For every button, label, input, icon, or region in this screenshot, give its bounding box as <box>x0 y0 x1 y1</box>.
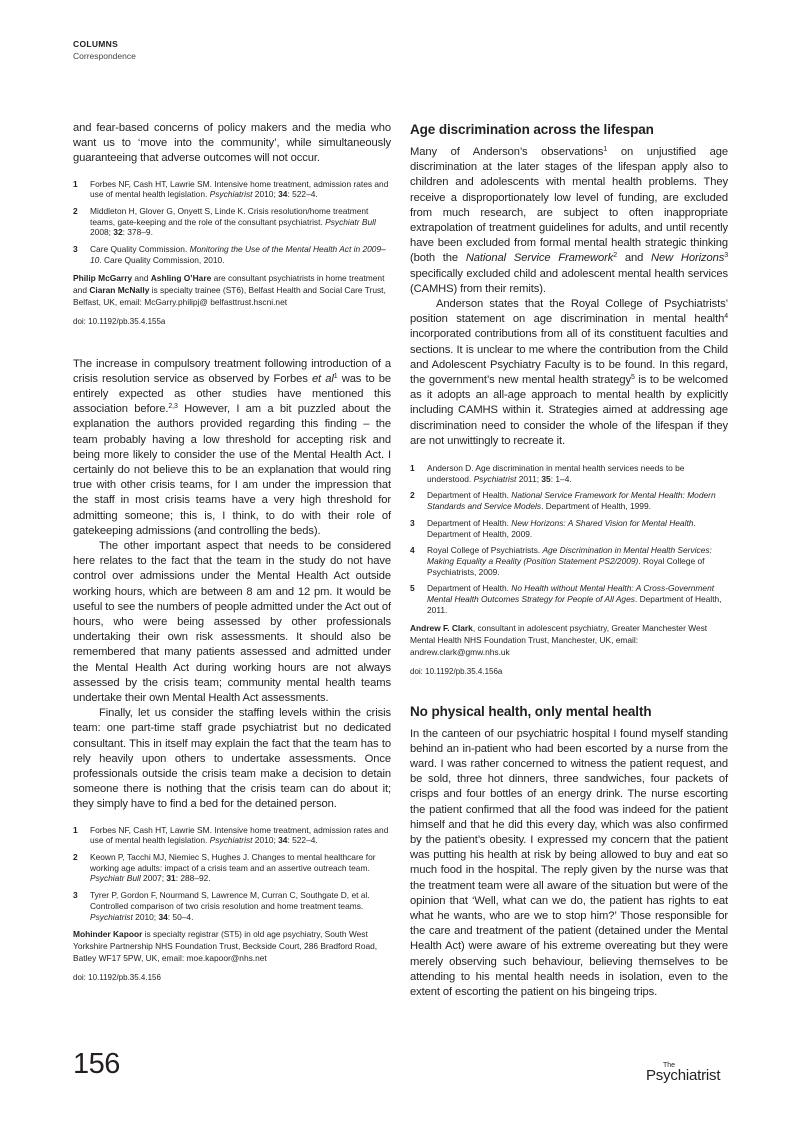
reference-item: 3 Tyrer P, Gordon F, Nourmand S, Lawrence M, Curran C, Southgate D, et al. Controlled comparison of two crisis resolution and home treatment teams. Psychiatrist 2010; 34: 50–4. <box>73 890 370 922</box>
doi-link[interactable]: doi: 10.1192/pb.35.4.156a <box>410 666 503 676</box>
reference-number: 2 <box>73 206 78 217</box>
logo-small-text: The <box>663 1062 676 1069</box>
reference-number: 1 <box>410 463 415 474</box>
reference-item: 4 Royal College of Psychiatrists. Age Discrimination in Mental Health Services: Making Equality a Reality (Position Statement PS2/2009). Royal College of Psychiatrists, 2009. <box>410 545 712 577</box>
reference-item: 3 Care Quality Commission. Monitoring the Use of the Mental Health Act in 2009–10. Care Quality Commission, 2010. <box>73 244 386 265</box>
letter-title: No physical health, only mental health <box>410 703 652 719</box>
author-affiliation: Mohinder Kapoor is specialty registrar (ST5) in old age psychiatry, South West Yorkshire Partnership NHS Foundation Trust, Beckside Court, 286 Bradford Road, Batley WF17 5PW, UK, email: moe.kapoor@nhs.net <box>73 929 378 964</box>
left-column <box>73 121 391 983</box>
letter-paragraph: In the canteen of our psychiatric hospital I found myself standing behind an in-patient who had been escorted by a nurse from the ward. I was rather concerned to witness the patient request, and be sold, three hot dinners, three sandwiches, four packets of crisps and four bottles of an energy drink. The nurse escorting the patient confirmed that all the food was indeed for the patient himself and that he did this every day, which was also confirmed by the patient’s obesity. I expressed my concern that the patient was putting his health at risk by being allowed to buy and eat so much food in the hospital. The reply given by the nurse was that the treatment team were all aware of the situation but were of the opinion that ‘Well, what can we do, the patient has rights to eat what he wants, who are we to stop him?’ Those responsible for the care and treatment of the patient (detained under the Mental Health Act) were aware of his extreme overeating but they were merely observing such behaviour, believing themselves to be attending to his mental health needs in isolation, even to the extent of escorting the patient on his bingeing trips. <box>410 727 728 998</box>
reference-number: 3 <box>73 244 78 255</box>
reference-number: 1 <box>73 178 78 189</box>
letter-paragraph: Anderson states that the Royal College of Psychiatrists’ position statement on age discrimination in mental health$^4$ incorporated contributions from all of its constituent faculties and sections. It is unclear to me where the contribution from the Child and Adolescent Psychiatry Faculty is to be found. In this regard, the government’s new mental health strategy$^5$ is to be welcomed as it adopts an all-age approach to mental health by explicitly including CAMHS within it. Strategies aimed at addressing age discrimination need to consider the whole of the lifespan if they are not unwittingly to recreate it. <box>410 298 728 447</box>
reference-number: 2 <box>410 490 415 501</box>
reference-item: 2 Department of Health. National Service Framework for Mental Health: Modern Standards and Service Models. Department of Health, 1999. <box>410 490 716 512</box>
reference-item: 2 Middleton H, Glover G, Onyett S, Linde K. Crisis resolution/home treatment teams, gate-keeping and the role of the consultant psychiatrist. Psychiatr Bull 2008; 32: 378–9. <box>73 206 376 238</box>
reference-number: 3 <box>73 890 78 901</box>
doi-link[interactable]: doi: 10.1192/pb.35.4.156 <box>73 973 161 983</box>
reference-item: 5 Department of Health. No Health without Mental Health: A Cross-Government Mental Health Outcomes Strategy for People of All Ages. Department of Health, 2011. <box>410 583 722 615</box>
reference-number: 5 <box>410 583 415 594</box>
page-number: 156 <box>73 1048 120 1080</box>
reference-list <box>73 179 391 266</box>
letter-paragraph: The other important aspect that needs to be considered here relates to the fact that the team in the study do not have control over admissions under the Mental Health Act outside working hours, which are between 8 am and 12 pm. It would be useful to see the numbers of people admitted under the Act out of hours, who were being assessed by other professionals undertaking their own risk assessments. It should also be remembered that many patients assessed and admitted under the Mental Health Act during working hours are not always assessed by the crisis team; community mental health teams undertake their own Mental Health Act assessments. <box>73 539 391 704</box>
reference-list <box>410 463 728 615</box>
reference-item: 3 Department of Health. New Horizons: A Shared Vision for Mental Health. Department of Health, 2009. <box>410 517 696 539</box>
journal-logo <box>646 1062 736 1090</box>
author-affiliation: Philip McGarry and Ashling O’Hare are consultant psychiatrists in home treatment and Ciaran McNally is specialty trainee (ST6), Belfast Health and Social Care Trust, Belfast, UK, email: McGarry.philipj@ belfasttrust.hscni.net <box>73 272 386 307</box>
letter-continuation-text: and fear-based concerns of policy makers and the media who want us to ‘move into the community’, while simultaneously guaranteeing that adverse outcomes will not occur. <box>73 122 391 165</box>
section-label: COLUMNS <box>73 39 119 49</box>
reference-number: 1 <box>73 824 78 835</box>
reference-list <box>73 825 391 923</box>
reference-number: 2 <box>73 852 78 863</box>
author-affiliation: Andrew F. Clark, consultant in adolescent psychiatry, Greater Manchester West Mental Health NHS Foundation Trust, Manchester, UK, email: andrew.clark@gmw.nhs.uk <box>410 622 708 657</box>
doi-link[interactable]: doi: 10.1192/pb.35.4.155a <box>73 316 166 326</box>
reference-item: 2 Keown P, Tacchi MJ, Niemiec S, Hughes J. Changes to mental healthcare for working age adults: impact of a crisis team and an assertive outreach team. Psychiatr Bull 2007; 31: 288–92. <box>73 852 376 884</box>
letter-title: Age discrimination across the lifespan <box>410 122 654 137</box>
letter-paragraph: Finally, let us consider the staffing levels within the crisis team: one part-time staff grade psychiatrist but no dedicated consultant. This in itself may explain the fact that the team has to rely heavily upon others to undertake assessments. Once professionals outside the crisis team make a decision to detain someone there is nothing that the crisis team can do about it; they simply have to find a bed for the detained person. <box>73 707 391 811</box>
letter-paragraph: The increase in compulsory treatment following introduction of a crisis resolution service as observed by Forbes et $al^1$ was to be entirely expected as other studies have mentioned this association before.$^{2,3}$ However, I am a bit puzzled about the explanation the authors provided regarding this finding – the team probably having a low threshold for accepting risk and being more likely to consider the use of the Mental Health Act. I certainly do not believe this to be an explanation that would ring true with other crisis teams, for I am under the impression that the staff in most crisis teams have a very high threshold for admitting someone; this is, I think, to do with their role of gatekeeping admissions (and controlling the beds). <box>73 357 392 537</box>
letter-paragraph: Many of Anderson’s observations$^1$ on unjustified age discrimination at the later stages of the lifespan apply also to children and adolescents with mental health problems. They receive a disproportionately low level of funding, are excluded from much research, are subject to often inappropriate extrapolation of treatment guidelines for adults, and until recently have been excluded from formal mental health strategic thinking (both the National Service Framework$^2$ and New Horizons$^3$ specifically excluded child and adolescent mental health services (CAMHS) from their remits). <box>410 146 728 295</box>
reference-item: 1 Forbes NF, Cash HT, Lawrie SM. Intensive home treatment, admission rates and use of mental health legislation. Psychiatrist 2010; 34: 522–4. <box>73 178 389 200</box>
reference-number: 4 <box>410 545 415 556</box>
logo-main-text: Psychiatrist <box>646 1067 721 1084</box>
reference-number: 3 <box>410 517 415 528</box>
subsection-label: Correspondence <box>73 51 136 61</box>
reference-item: 1 Forbes NF, Cash HT, Lawrie SM. Intensive home treatment, admission rates and use of mental health legislation. Psychiatrist 2010; 34: 522–4. <box>73 824 389 846</box>
right-column <box>410 121 728 1000</box>
running-header <box>73 38 136 62</box>
reference-item: 1 Anderson D. Age discrimination in mental health services needs to be understood. Psychiatrist 2011; 35: 1–4. <box>410 463 685 484</box>
